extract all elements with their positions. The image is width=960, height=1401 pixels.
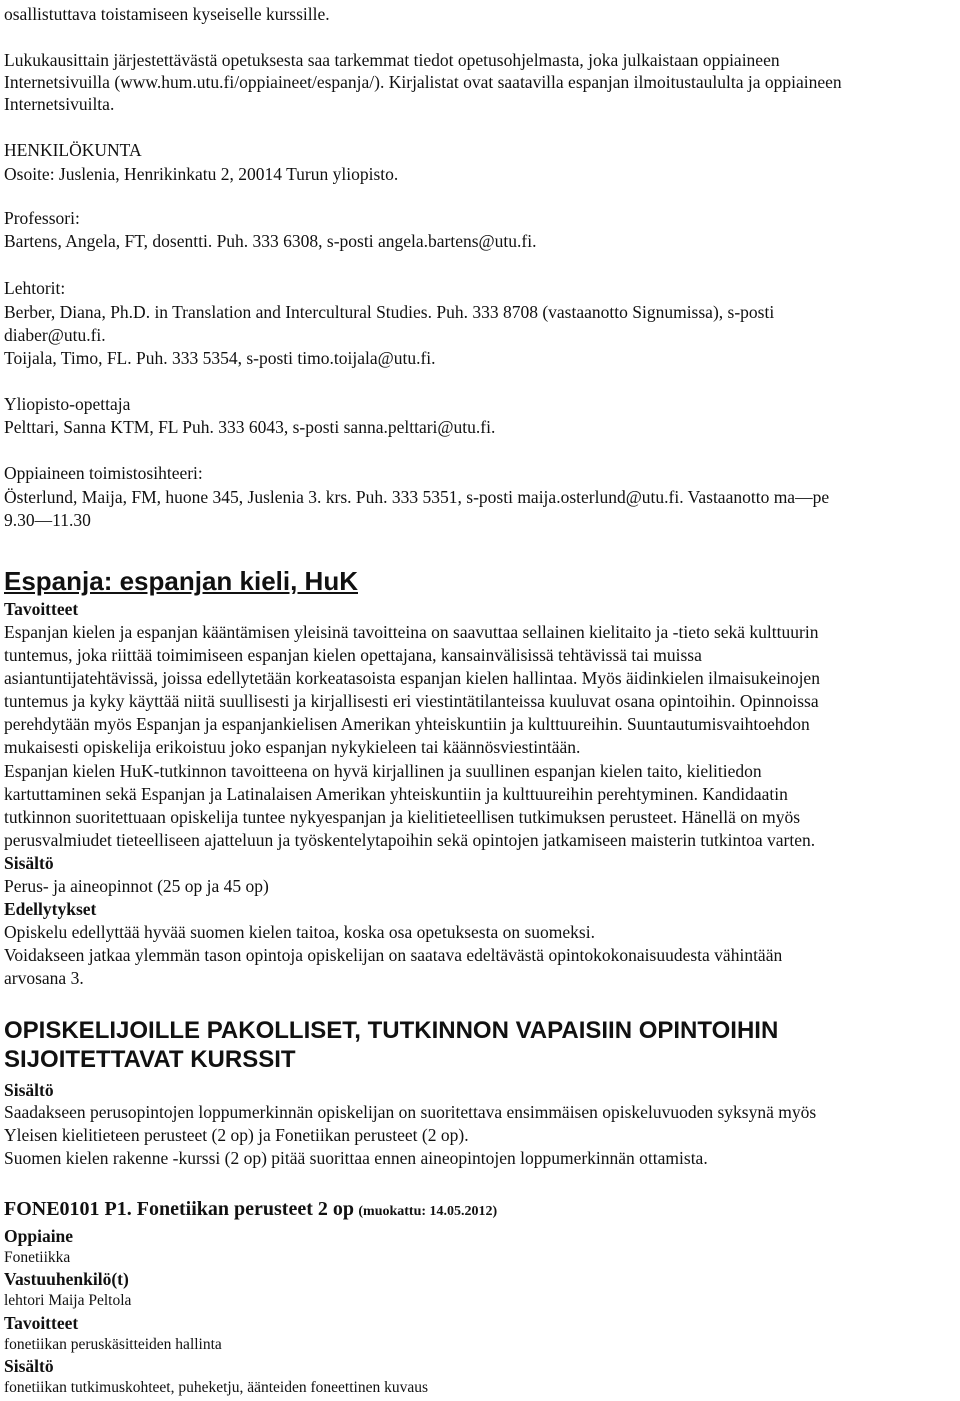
- professor-label: Professori:: [4, 208, 80, 228]
- course-goals-value: fonetiikan peruskäsitteiden hallinta: [4, 1336, 222, 1353]
- goals-text: kartuttaminen sekä Espanjan ja Latinalaisen Amerikan yhteiskuntiin ja kulttuureihin perehtyminen. Kandidaatin: [4, 784, 788, 804]
- content-text: Yleisen kielitieteen perusteet (2 op) ja Fonetiikan perusteet (2 op).: [4, 1125, 469, 1145]
- goals-text: tutkinnon suoritettuaan opiskelija tuntee nykyespanjan ja kielitieteellisen tutkimuksen perusteet. Hänellä on myös: [4, 807, 801, 827]
- lecturer-info: Berber, Diana, Ph.D. in Translation and Intercultural Studies. Puh. 333 8708 (vastaanotto Signumissa), s-posti: [4, 302, 775, 322]
- prereq-text: arvosana 3.: [4, 968, 84, 988]
- content-text: Suomen kielen rakenne -kurssi (2 op) pitää suorittaa ennen aineopintojen loppumerkinnän ottamista.: [4, 1148, 708, 1168]
- lecturer-info: diaber@utu.fi.: [4, 325, 106, 345]
- course-content-label: Sisältö: [4, 1356, 54, 1376]
- course-heading: [4, 1198, 497, 1223]
- subject-value: Fonetiikka: [4, 1249, 71, 1266]
- goals-text: tuntemus, joka riittää toimimiseen espanjan kielen opettajana, kansainvälisissä tehtävissä tai muissa: [4, 645, 702, 665]
- lecturer-info: Toijala, Timo, FL. Puh. 333 5354, s-posti timo.toijala@utu.fi.: [4, 348, 436, 368]
- goals-text: tuntemus ja kyky käyttää niitä suullisesti ja kirjallisesti eri viestintätilanteissa kuuluvat osana opintoihin. Opinnoissa: [4, 691, 819, 711]
- goals-text: Espanjan kielen HuK-tutkinnon tavoitteena on hyvä kirjallinen ja suullinen espanjan kielen taito, kielitiedon: [4, 761, 762, 781]
- teacher-info: Pelttari, Sanna KTM, FL Puh. 333 6043, s-posti sanna.pelttari@utu.fi.: [4, 417, 496, 437]
- intro-line: Lukukausittain järjestettävästä opetuksesta saa tarkemmat tiedot opetusohjelmasta, joka julkaistaan oppiaineen: [4, 50, 780, 70]
- prereq-text: Opiskelu edellyttää hyvää suomen kielen taitoa, koska osa opetuksesta on suomeksi.: [4, 922, 595, 942]
- course-goals-label: Tavoitteet: [4, 1313, 79, 1333]
- intro-line: Internetsivuilla (www.hum.utu.fi/oppiaineet/espanja/). Kirjalistat ovat saatavilla espanjan ilmoitustaululta ja oppiaineen: [4, 72, 842, 92]
- lecturers-label: Lehtorit:: [4, 278, 66, 298]
- secretary-info: Österlund, Maija, FM, huone 345, Juslenia 3. krs. Puh. 333 5351, s-posti maija.osterlund@utu.fi. Vastaanotto ma—pe: [4, 487, 830, 507]
- staff-address: Osoite: Juslenia, Henrikinkatu 2, 20014 Turun yliopisto.: [4, 164, 399, 184]
- intro-line: osallistuttava toistamiseen kyseiselle kurssille.: [4, 4, 330, 24]
- course-title: FONE0101 P1. Fonetiikan perusteet 2 op: [4, 1198, 354, 1220]
- secretary-info: 9.30—11.30: [4, 510, 91, 530]
- goals-text: asiantuntijatehtävissä, joissa edellytetään korkeatasoista espanjan kielen hallintaa. Myös äidinkielen ilmaisukeinojen: [4, 668, 820, 688]
- responsible-label: Vastuuhenkilö(t): [4, 1269, 129, 1289]
- section-heading: SIJOITETTAVAT KURSSIT: [4, 1046, 296, 1073]
- staff-heading: HENKILÖKUNTA: [4, 140, 142, 160]
- section-heading: OPISKELIJOILLE PAKOLLISET, TUTKINNON VAPAISIIN OPINTOIHIN: [4, 1017, 779, 1044]
- secretary-label: Oppiaineen toimistosihteeri:: [4, 463, 203, 483]
- goals-text: Espanjan kielen ja espanjan kääntämisen yleisinä tavoitteina on saavuttaa sellainen kielitaito ja -tieto sekä kulttuurin: [4, 622, 819, 642]
- course-content-value: fonetiikan tutkimuskohteet, puheketju, äänteiden foneettinen kuvaus: [4, 1379, 428, 1396]
- responsible-value: lehtori Maija Peltola: [4, 1292, 132, 1309]
- goals-text: perusvalmiudet tieteelliseen ajatteluun ja työskentelytapoihin sekä opintojen jatkamiseen maisterin tutkintoa varten.: [4, 830, 816, 850]
- goals-text: perehdytään myös Espanjan ja espanjankielisen Amerikan yhteiskuntiin ja kulttuureihin. Suuntautumisvaihtoehdon: [4, 714, 810, 734]
- prereq-text: Voidakseen jatkaa ylemmän tason opintoja opiskelijan on saatava edeltävästä opintokokonaisuudesta vähintään: [4, 945, 783, 965]
- goals-text: mukaisesti opiskelija erikoistuu joko espanjan nykykieleen tai käännösviestintään.: [4, 737, 581, 757]
- content-text: Perus- ja aineopinnot (25 op ja 45 op): [4, 876, 269, 896]
- subject-label: Oppiaine: [4, 1226, 74, 1246]
- goals-label: Tavoitteet: [4, 599, 79, 619]
- professor-info: Bartens, Angela, FT, dosentti. Puh. 333 6308, s-posti angela.bartens@utu.fi.: [4, 231, 537, 251]
- content-label: Sisältö: [4, 853, 54, 873]
- course-modified-note: (muokattu: 14.05.2012): [358, 1204, 498, 1219]
- prereq-label: Edellytykset: [4, 899, 97, 919]
- section-heading: Espanja: espanjan kieli, HuK: [4, 566, 358, 596]
- content-label: Sisältö: [4, 1080, 54, 1100]
- intro-line: Internetsivuilta.: [4, 94, 115, 114]
- teacher-label: Yliopisto-opettaja: [4, 394, 131, 414]
- content-text: Saadakseen perusopintojen loppumerkinnän opiskelijan on suoritettava ensimmäisen opiskeluvuoden syksynä myös: [4, 1102, 817, 1122]
